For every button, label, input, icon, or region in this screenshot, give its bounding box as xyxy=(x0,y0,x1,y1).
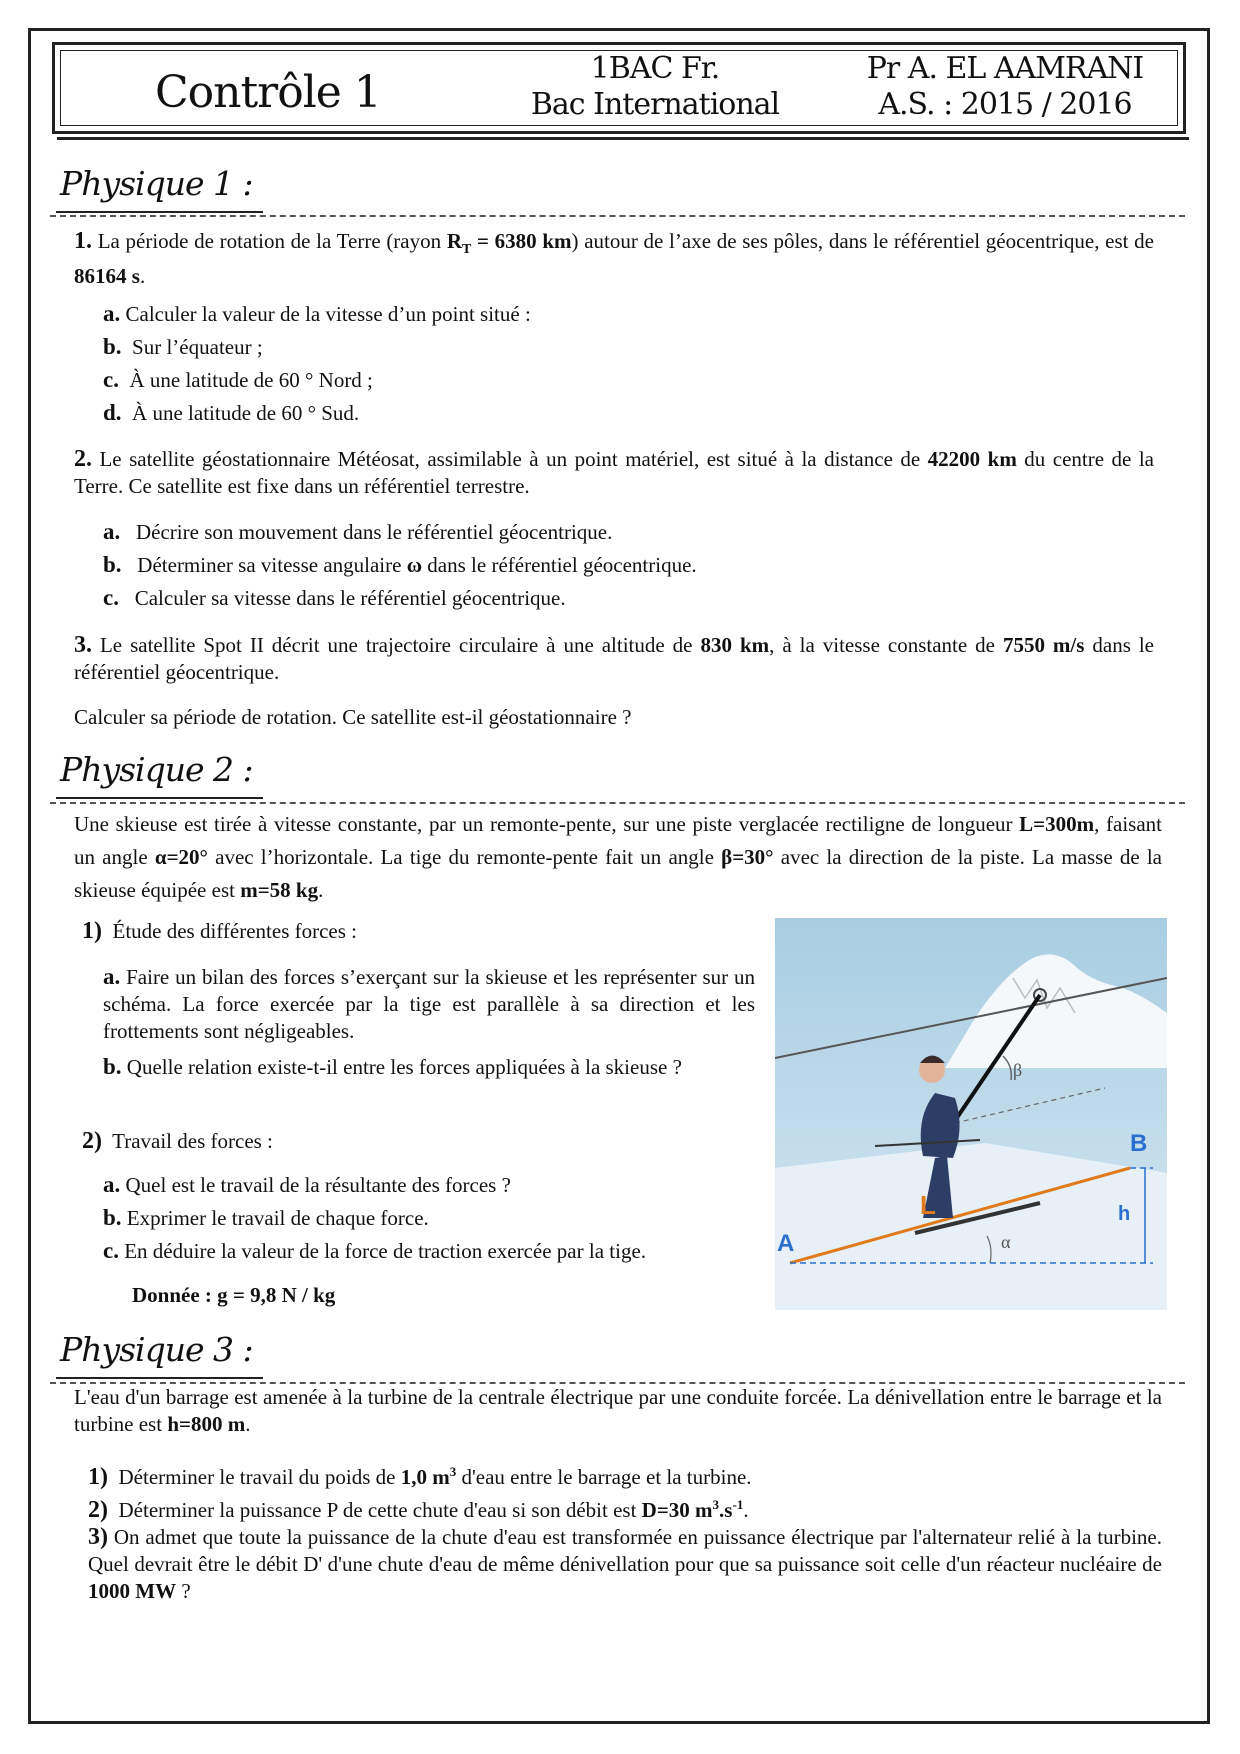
text: Donnée xyxy=(132,1283,200,1307)
sub-item xyxy=(103,584,566,612)
text: du centre de la Terre. Ce satellite est fixe dans un référentiel terrestre. xyxy=(74,447,1154,498)
item-text: Quelle relation existe-t-il entre les forces appliquées à la skieuse ? xyxy=(126,1055,682,1079)
part-1-heading xyxy=(82,918,357,945)
label-alpha: α xyxy=(1001,1232,1011,1252)
text: , faisant un angle xyxy=(74,812,1162,869)
text: On admet que toute la puissance de la chute d'eau est transformée en puissance électrique par l'alternateur relié à la turbine. Quel devrait être le débit D' d'une chute d'eau de même dénivellation pour que sa puissance soit celle d'un réacteur nucléaire de xyxy=(88,1525,1162,1576)
sub-item xyxy=(103,1237,646,1265)
text: . xyxy=(139,264,146,289)
exercise-2-intro xyxy=(74,808,1162,907)
sub-item xyxy=(103,1171,511,1199)
question-number: 3. xyxy=(74,632,92,658)
text: ? xyxy=(176,1579,191,1603)
item-label: d. xyxy=(103,400,122,425)
text: dans le référentiel géocentrique. xyxy=(74,633,1154,684)
text: .s xyxy=(719,1498,733,1522)
section-title-physique-3: Physique 3 : xyxy=(60,1330,253,1369)
class-level: 1BAC Fr. xyxy=(590,51,720,86)
item-text: À une latitude de 60 ° Sud. xyxy=(132,401,360,425)
item-text: Déterminer sa vitesse angulaire xyxy=(137,553,407,577)
text: -1 xyxy=(732,1497,744,1512)
text: Déterminer la puissance P de cette chute d'eau si son débit est xyxy=(118,1498,642,1522)
text: = 6380 km xyxy=(471,229,572,253)
item-label: c. xyxy=(103,367,119,392)
text: L=300m xyxy=(1019,812,1095,836)
text: . xyxy=(318,878,324,902)
question-number: 1. xyxy=(74,228,92,254)
sub-item xyxy=(103,399,359,427)
class-track: Bac International xyxy=(530,87,780,122)
item-label: a. xyxy=(103,964,121,989)
text: Déterminer le travail du poids de xyxy=(118,1465,401,1489)
part-1-item-b xyxy=(103,1053,755,1081)
sub-item xyxy=(103,300,531,328)
text: T xyxy=(461,242,472,258)
section-title-physique-2: Physique 2 : xyxy=(60,750,253,789)
text: Le satellite géostationnaire Météosat, assimilable à un point matériel, est situé à la distance de xyxy=(99,447,928,471)
question-2 xyxy=(74,446,1154,500)
text: h=800 m xyxy=(167,1412,246,1436)
text: Une skieuse est tirée à vitesse constante, par un remonte-pente, sur une piste verglacée rectiligne de longueur xyxy=(74,812,1020,836)
teacher-name: Pr A. EL AAMRANI xyxy=(866,51,1144,86)
question-number: 3) xyxy=(88,1524,108,1550)
sub-item xyxy=(103,551,697,579)
question-number: 2) xyxy=(88,1497,108,1523)
item-text: En déduire la valeur de la force de traction exercée par la tige. xyxy=(124,1239,647,1263)
item-text: Sur l’équateur ; xyxy=(132,335,263,359)
text: L'eau d'un barrage est amenée à la turbine de la centrale électrique par une conduite forcée. La dénivellation entre le barrage et la turbine est xyxy=(74,1385,1162,1436)
question-3-task: Calculer sa période de rotation. Ce satellite est-il géostationnaire ? xyxy=(74,705,632,729)
item-text: dans le référentiel géocentrique. xyxy=(422,553,697,577)
sub-item xyxy=(103,518,612,546)
label-h: h xyxy=(1118,1203,1131,1225)
label-b: B xyxy=(1130,1130,1148,1157)
class-info xyxy=(485,51,825,123)
item-text: Faire un bilan des forces s’exerçant sur la skieuse et les représenter sur un schéma. La force exercée par la tige est parallèle à sa direction et les frottements sont négligeables. xyxy=(103,965,755,1043)
text: 7550 m/s xyxy=(1002,633,1085,657)
item-text: Exprimer le travail de chaque force. xyxy=(126,1206,429,1230)
item-label: a. xyxy=(103,301,121,326)
item-text: Décrire son mouvement dans le référentiel géocentrique. xyxy=(136,520,613,544)
given-data xyxy=(132,1282,335,1309)
text: 86164 s xyxy=(74,264,140,289)
section-title-physique-1: Physique 1 : xyxy=(60,164,253,203)
text: 1,0 m xyxy=(400,1465,450,1489)
item-label: b. xyxy=(103,552,122,577)
text: La période de rotation de la Terre (rayon xyxy=(97,229,447,253)
sub-item xyxy=(103,333,263,361)
text: , à la vitesse constante de xyxy=(769,633,1003,657)
text: ) autour de l’axe de ses pôles, dans le référentiel géocentrique, est de xyxy=(571,229,1154,253)
item-label: b. xyxy=(103,1054,122,1079)
text: 1000 MW xyxy=(88,1579,177,1603)
exercise-3-intro xyxy=(74,1384,1162,1438)
part-number: 2) xyxy=(82,1128,102,1154)
text: avec l’horizontale. La tige du remonte-pente fait un angle xyxy=(207,845,722,869)
part-number: 1) xyxy=(82,918,102,944)
item-label: b. xyxy=(103,334,122,359)
section-divider xyxy=(50,215,1185,217)
text: D=30 m xyxy=(641,1498,713,1522)
item-label: b. xyxy=(103,1205,122,1230)
part-2-heading xyxy=(82,1128,273,1155)
text: α=20° xyxy=(154,845,208,869)
text: avec la direction de la piste. La masse de la skieuse équipée est xyxy=(74,845,1162,902)
label-a: A xyxy=(777,1230,795,1257)
label-beta: β xyxy=(1013,1060,1023,1080)
text: 830 km xyxy=(700,633,770,657)
text: R xyxy=(446,229,462,253)
part-1-item-a xyxy=(103,963,755,1045)
text: d'eau entre le barrage et la turbine. xyxy=(456,1465,752,1489)
text: . xyxy=(743,1498,749,1522)
item-text: Quel est le travail de la résultante des forces ? xyxy=(125,1173,511,1197)
part-title: Travail des forces : xyxy=(112,1129,273,1153)
ski-lift-figure xyxy=(775,918,1167,1310)
question-1 xyxy=(74,228,1154,290)
item-label: a. xyxy=(103,519,121,544)
ski-lift-illustration xyxy=(775,918,1167,1310)
sub-item xyxy=(103,1204,429,1232)
text: 42200 km xyxy=(927,447,1017,471)
text: 3 xyxy=(712,1497,720,1512)
text: m=58 kg xyxy=(240,878,319,902)
item-text: À une latitude de 60 ° Nord ; xyxy=(129,368,373,392)
question-3-2 xyxy=(88,1491,749,1524)
text: : g = 9,8 N / kg xyxy=(199,1283,336,1307)
item-label: a. xyxy=(103,1172,121,1197)
label-l: L xyxy=(920,1190,936,1220)
section-divider xyxy=(50,802,1185,804)
question-number: 2. xyxy=(74,446,92,472)
text: . xyxy=(245,1412,251,1436)
question-3-3 xyxy=(88,1524,1162,1605)
item-text: Calculer sa vitesse dans le référentiel géocentrique. xyxy=(134,586,566,610)
header-box xyxy=(52,42,1186,134)
part-title: Étude des différentes forces : xyxy=(112,919,358,943)
text: Le satellite Spot II décrit une trajectoire circulaire à une altitude de xyxy=(99,633,701,657)
snow-slope xyxy=(775,1143,1167,1310)
school-year: A.S. : 2015 / 2016 xyxy=(878,87,1132,122)
question-3 xyxy=(74,632,1154,686)
exam-title: Contrôle 1 xyxy=(155,67,381,118)
item-label: c. xyxy=(103,1238,119,1263)
question-number: 1) xyxy=(88,1464,108,1490)
text: ω xyxy=(406,553,423,577)
sub-item xyxy=(103,366,373,394)
teacher-info xyxy=(835,51,1175,123)
item-label: c. xyxy=(103,585,119,610)
text: β=30° xyxy=(721,845,774,869)
question-3-1 xyxy=(88,1458,752,1491)
item-text: Calculer la valeur de la vitesse d’un point situé : xyxy=(125,302,531,326)
text: 3 xyxy=(449,1464,457,1479)
